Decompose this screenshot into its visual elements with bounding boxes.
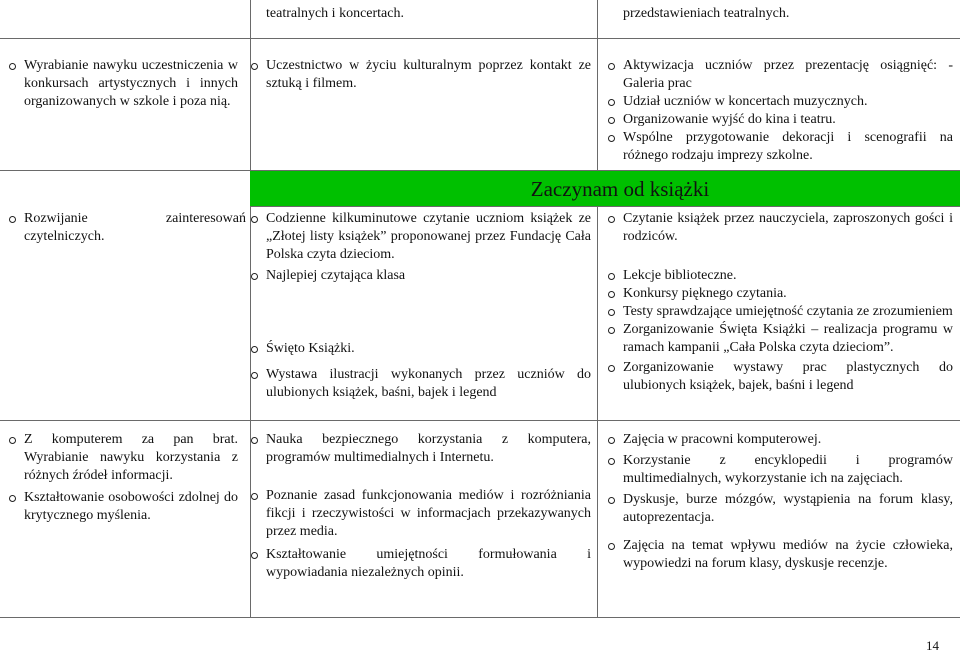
list-item: Wspólne przygotowanie dekoracji i scenografii na różnego rodzaju imprezy szkolne. xyxy=(605,129,953,165)
list-item: Zorganizowanie Święta Książki – realizacja programu w ramach kampanii „Cała Polska czyta dzieciom”. xyxy=(605,321,953,357)
list-item: Wystawa ilustracji wykonanych przez uczniów do ulubionych książek, baśni, bajek i legend xyxy=(248,366,591,402)
bullet-icon xyxy=(9,437,16,444)
list-item: Korzystanie z encyklopedii i programów multimedialnych, wykorzystanie ich na zajęciach. xyxy=(605,452,953,488)
list-item: Święto Książki. xyxy=(248,340,591,358)
bullet-icon xyxy=(251,63,258,70)
bullet-icon xyxy=(251,552,258,559)
section3-goals-list xyxy=(6,431,238,525)
top-row-methods-cell xyxy=(623,5,953,23)
list-item: Czytanie książek przez nauczyciela, zaproszonych gości i rodziców. xyxy=(605,210,953,246)
bullet-icon xyxy=(251,273,258,280)
bullet-icon xyxy=(9,495,16,502)
list-item: Z komputerem za pan brat. Wyrabianie nawyku korzystania z różnych źródeł informacji. xyxy=(6,431,238,485)
bullet-icon xyxy=(608,99,615,106)
bullet-icon xyxy=(608,273,615,280)
bullet-icon xyxy=(608,117,615,124)
page-number: 14 xyxy=(926,638,939,653)
list-item: Najlepiej czytająca klasa xyxy=(248,267,591,285)
bullet-icon xyxy=(608,327,615,334)
list-item: Dyskusje, burze mózgów, wystąpienia na forum klasy, autoprezentacja. xyxy=(605,491,953,527)
section2-form-reading-list xyxy=(248,210,591,285)
section-banner xyxy=(250,170,960,207)
list-item: Zorganizowanie wystawy prac plastycznych do ulubionych książek, bajek, baśni i legend xyxy=(605,359,953,395)
list-item: Poznanie zasad funkcjonowania mediów i rozróżniania fikcji i rzeczywistości w informacjach przekazywanych przez media. xyxy=(248,487,591,541)
bullet-icon xyxy=(608,365,615,372)
table-rule-col2 xyxy=(597,0,598,617)
bullet-icon xyxy=(251,216,258,223)
bullet-icon xyxy=(608,63,615,70)
list-item: Rozwijanie zainteresowań czytelniczych. xyxy=(6,210,246,246)
bullet-icon xyxy=(251,437,258,444)
section2-methods-list xyxy=(605,210,953,395)
section3-methods-list xyxy=(605,431,953,573)
bullet-icon xyxy=(608,437,615,444)
list-item: Nauka bezpiecznego korzystania z komputera, programów multimedialnych i Internetu. xyxy=(248,431,591,467)
bullet-icon xyxy=(251,493,258,500)
banner-title: Zaczynam od książki xyxy=(530,176,710,201)
bullet-icon xyxy=(9,63,16,70)
table-rule-top-row-bottom xyxy=(0,38,960,39)
list-item: Wyrabianie nawyku uczestniczenia w konkursach artystycznych i innych organizowanych w szkole i poza nią. xyxy=(6,57,238,111)
table-rule-section3-bottom xyxy=(0,617,960,618)
bullet-icon xyxy=(608,291,615,298)
section1-forms-list xyxy=(248,57,591,93)
list-item: Kształtowanie osobowości zdolnej do krytycznego myślenia. xyxy=(6,489,238,525)
list-item: Lekcje biblioteczne. xyxy=(605,267,953,285)
bullet-icon xyxy=(608,216,615,223)
section2-goals-list xyxy=(6,210,246,246)
top-row-forms-cell xyxy=(266,5,586,23)
section1-goals-list xyxy=(6,57,238,111)
bullet-icon xyxy=(608,497,615,504)
top-row-forms-text: teatralnych i koncertach. xyxy=(266,6,404,21)
list-item: Testy sprawdzające umiejętność czytania ze zrozumieniem xyxy=(605,303,953,321)
section3-forms-list xyxy=(248,431,591,582)
bullet-icon xyxy=(608,458,615,465)
bullet-icon xyxy=(251,372,258,379)
list-item: Uczestnictwo w życiu kulturalnym poprzez kontakt ze sztuką i filmem. xyxy=(248,57,591,93)
bullet-icon xyxy=(9,216,16,223)
list-item: Aktywizacja uczniów przez prezentację osiągnięć: - Galeria prac xyxy=(605,57,953,93)
list-item: Zajęcia na temat wpływu mediów na życie człowieka, wypowiedzi na forum klasy, dyskusje recenzje. xyxy=(605,537,953,573)
section1-methods-list xyxy=(605,57,953,165)
list-item: Udział uczniów w koncertach muzycznych. xyxy=(605,93,953,111)
top-row-methods-text: przedstawieniach teatralnych. xyxy=(623,6,790,21)
bullet-icon xyxy=(251,346,258,353)
bullet-icon xyxy=(608,309,615,316)
list-item: Organizowanie wyjść do kina i teatru. xyxy=(605,111,953,129)
list-item: Kształtowanie umiejętności formułowania i wypowiadania niezależnych opinii. xyxy=(248,546,591,582)
section2-form-events-list xyxy=(248,340,591,402)
list-item: Zajęcia w pracowni komputerowej. xyxy=(605,431,953,449)
list-item: Konkursy pięknego czytania. xyxy=(605,285,953,303)
bullet-icon xyxy=(608,543,615,550)
bullet-icon xyxy=(608,135,615,142)
table-rule-section2-bottom xyxy=(0,420,960,421)
table-rule-section1-bottom xyxy=(0,170,250,171)
list-item: Codzienne kilkuminutowe czytanie uczniom książek ze „Złotej listy książek” proponowanej przez Fundację Cała Polska czyta dzieciom. xyxy=(248,210,591,264)
